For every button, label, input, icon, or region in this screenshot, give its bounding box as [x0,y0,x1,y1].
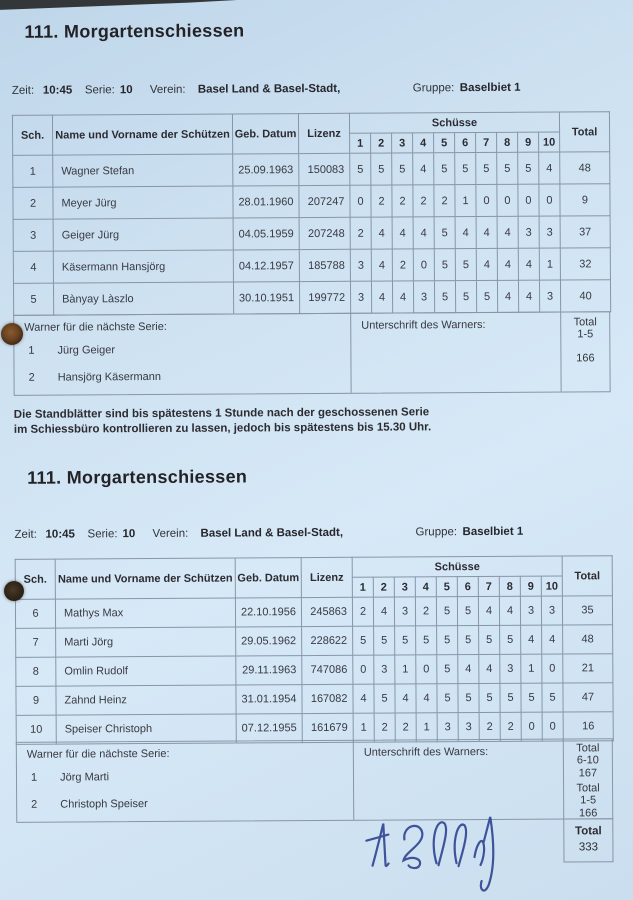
cell-shot-6: 5 [455,153,476,185]
subtotal-block-6-10 [564,742,612,779]
cell-shot-5: 5 [436,597,457,626]
verein-label: Verein: [149,83,186,97]
subtotal-block [561,316,609,364]
punch-hole-brown [1,323,23,345]
cell-name: Zahnd Heinz [56,685,236,715]
cell-shot-8: 5 [497,152,518,184]
shot-number: 6 [455,133,476,153]
cell-geb-datum: 29.05.1962 [236,627,302,656]
cell-shot-3: 2 [392,249,413,281]
zeit-value: 10:45 [42,84,73,97]
shot-number: 2 [371,133,392,153]
cell-name: Meyer Jürg [53,186,233,219]
cell-shot-4: 4 [416,684,437,713]
cell-geb-datum: 29.11.1963 [236,656,302,685]
cell-shot-1: 5 [353,626,374,655]
cell-shot-2: 3 [374,655,395,684]
gruppe-value: Baselbiet 1 [459,81,521,95]
cell-shot-7: 5 [479,683,500,712]
shot-number: 8 [499,576,520,596]
cell-shot-4: 2 [413,185,434,217]
cell-shot-4: 0 [416,655,437,684]
cell-shot-4: 0 [413,249,434,281]
cell-shot-7: 4 [479,654,500,683]
cell-shot-5: 5 [437,626,458,655]
cell-shot-3: 2 [392,185,413,217]
cell-shot-8: 4 [497,280,518,312]
warner-number: 2 [28,371,35,384]
cell-shot-9: 0 [518,184,539,216]
cell-shot-6: 5 [458,626,479,655]
cell-shot-10: 0 [542,712,563,741]
shot-number: 1 [350,133,371,153]
cell-sch: 10 [16,715,56,744]
cell-shot-9: 3 [518,216,539,248]
cell-shot-1: 1 [353,713,374,742]
meta-line-2 [14,525,624,545]
table-row [15,596,612,629]
subtotal-label: Total [573,316,597,329]
cell-total: 47 [563,683,613,712]
cell-total: 9 [560,184,610,216]
cell-shot-2: 4 [371,249,392,281]
col-name: Name und Vorname der Schützen [52,114,232,155]
shot-number: 4 [415,577,436,597]
cell-geb-datum: 07.12.1955 [236,714,302,743]
col-total: Total [562,556,612,596]
cell-lizenz: 161679 [302,713,353,742]
cell-shot-3: 2 [395,713,416,742]
cell-shot-5: 5 [434,217,455,249]
subtotal-value: 166 [579,807,598,820]
table-row [13,280,610,316]
cell-shot-8: 5 [500,625,521,654]
cell-shot-7: 4 [476,248,497,280]
col-name: Name und Vorname der Schützen [55,558,235,599]
col-lizenz: Lizenz [298,113,349,153]
cell-shot-2: 5 [374,684,395,713]
cell-shot-10: 4 [539,152,560,184]
gruppe-value: Baselbiet 1 [462,525,524,539]
subtotal-value: 167 [578,767,598,780]
cell-shot-10: 3 [539,280,560,312]
cell-shot-1: 0 [350,185,371,217]
subtotal-cell-1 [561,312,609,391]
cell-shot-10: 0 [539,184,560,216]
shot-number: 6 [457,577,478,597]
cell-shot-9: 4 [518,248,539,280]
warner-number: 1 [28,344,35,357]
cell-lizenz: 207247 [299,185,350,217]
cell-lizenz: 228622 [302,626,353,655]
shot-number: 4 [413,133,434,153]
cell-shot-8: 4 [497,216,518,248]
cell-lizenz: 185788 [299,249,350,281]
cell-name: Mathys Max [55,598,235,628]
subtotal-cell-2 [564,739,612,818]
cell-shot-6: 4 [458,655,479,684]
note-line-1: Die Standblätter sind bis spätestens 1 Stunde nach der geschossenen Serie [13,406,430,421]
subtotal-range: 6-10 [576,754,599,767]
cell-shot-9: 4 [521,625,542,654]
unterschrift-label: Unterschrift des Warners: [363,745,489,759]
cell-shot-10: 0 [542,654,563,683]
cell-shot-8: 2 [500,712,521,741]
cell-sch: 8 [16,657,56,686]
cell-shot-8: 4 [497,248,518,280]
warner-footer-1 [13,311,610,396]
cell-shot-1: 5 [350,153,371,185]
cell-shot-2: 4 [371,217,392,249]
subtotal-block-1-5 [564,782,612,819]
cell-shot-3: 4 [392,217,413,249]
deadline-note [14,405,432,438]
table-body-1 [13,152,611,316]
shot-number: 9 [518,132,539,152]
punch-hole-dark [4,581,24,601]
cell-shot-7: 5 [479,625,500,654]
results-table-1 [12,111,611,316]
cell-shot-5: 5 [434,281,455,313]
serie-value: 10 [122,528,136,541]
cell-shot-7: 4 [476,216,497,248]
cell-sch: 7 [16,628,56,657]
table-row [16,654,613,687]
cell-shot-4: 4 [413,217,434,249]
warner-entry [28,344,115,357]
warner-name: Jürg Geiger [57,344,116,357]
cell-sch: 3 [13,219,53,251]
shot-number: 1 [352,577,373,597]
cell-name: Speiser Christoph [56,714,236,744]
col-total: Total [559,112,609,152]
col-sch: Sch. [12,115,52,155]
cell-shot-5: 5 [437,655,458,684]
cell-total: 21 [563,654,613,683]
cell-shot-1: 3 [350,281,371,313]
cell-shot-7: 0 [476,184,497,216]
cell-geb-datum: 04.05.1959 [233,218,299,250]
note-line-2: im Schiessbüro kontrollieren zu lassen, jedoch bis spätestens bis 15.30 Uhr. [13,421,432,436]
grand-total-value: 333 [578,841,599,854]
verein-label: Verein: [152,527,189,541]
shot-number: 3 [392,133,413,153]
cell-shot-2: 2 [371,185,392,217]
cell-shot-10: 3 [539,216,560,248]
cell-name: Bànyay Làszlo [53,282,233,315]
cell-shot-5: 5 [434,153,455,185]
results-table-2 [15,555,614,745]
table-row [13,248,610,284]
serie-value: 10 [119,84,133,97]
cell-name: Wagner Stefan [53,154,233,187]
cell-shot-3: 4 [395,684,416,713]
shot-number: 5 [436,577,457,597]
cell-shot-9: 5 [521,683,542,712]
cell-shot-9: 3 [520,596,541,625]
subtotal-range: 1-5 [577,328,594,341]
cell-sch: 6 [15,599,55,628]
grand-total-label: Total [574,825,602,838]
shot-number: 7 [478,576,499,596]
col-geb: Geb. Datum [232,114,298,154]
cell-shot-9: 4 [518,280,539,312]
cell-shot-2: 2 [374,713,395,742]
shot-number: 8 [497,132,518,152]
subtotal-value: 166 [576,352,595,365]
meta-line-1 [12,81,622,101]
cell-geb-datum: 30.10.1951 [233,282,299,314]
cell-shot-10: 1 [539,248,560,280]
table-row [16,683,613,716]
cell-lizenz: 199772 [299,281,350,313]
cell-sch: 1 [13,155,53,187]
shot-number: 3 [394,577,415,597]
table-row [16,625,613,658]
subtotal-label: Total [576,742,600,755]
cell-sch: 4 [13,251,53,283]
warner-number: 1 [30,771,38,784]
cell-shot-6: 5 [457,597,478,626]
cell-shot-2: 4 [373,597,394,626]
table-row [13,184,610,220]
warner-entry [29,371,162,384]
cell-shot-4: 3 [413,281,434,313]
cell-name: Marti Jörg [56,627,236,657]
cell-total: 48 [563,625,613,654]
cell-shot-9: 0 [521,712,542,741]
cell-shot-3: 5 [395,626,416,655]
cell-shot-4: 1 [416,713,437,742]
subtotal-range: 1-5 [580,794,597,807]
cell-shot-6: 4 [455,217,476,249]
cell-shot-8: 5 [500,683,521,712]
zeit-label: Zeit: [11,84,35,97]
cell-shot-6: 5 [455,249,476,281]
gruppe-label: Gruppe: [412,82,455,95]
cell-shot-9: 1 [521,654,542,683]
table-header [12,112,609,156]
cell-shot-1: 4 [353,684,374,713]
cell-shot-7: 2 [479,712,500,741]
table-row [13,152,610,188]
cell-shot-4: 2 [415,597,436,626]
warner-entry [31,798,148,811]
cell-lizenz: 747086 [302,655,353,684]
col-schuesse: Schüsse [349,112,559,133]
cell-shot-10: 5 [542,683,563,712]
cell-shot-3: 1 [395,655,416,684]
shot-number: 9 [520,576,541,596]
cell-shot-8: 3 [500,654,521,683]
gruppe-label: Gruppe: [415,526,458,539]
cell-shot-7: 4 [478,596,499,625]
cell-name: Omlin Rudolf [56,656,236,686]
warner-entry [31,771,109,783]
warner-label: Warner für die nächste Serie: [26,747,170,761]
zeit-value: 10:45 [45,528,75,541]
cell-total: 37 [560,216,610,248]
verein-value: Basel Land & Basel-Stadt, [200,526,344,540]
serie-label: Serie: [87,528,118,541]
cell-shot-8: 4 [499,596,520,625]
shot-number: 5 [434,133,455,153]
cell-shot-5: 2 [434,185,455,217]
cell-geb-datum: 04.12.1957 [233,250,299,282]
warner-name: Hansjörg Käsermann [57,370,162,384]
cell-sch: 9 [16,686,56,715]
serie-label: Serie: [84,84,115,97]
cell-shot-9: 5 [518,152,539,184]
cell-shot-1: 3 [350,249,371,281]
table-body-2 [15,596,613,745]
cell-geb-datum: 28.01.1960 [233,186,299,218]
cell-shot-6: 5 [455,281,476,313]
cell-shot-4: 4 [413,153,434,185]
cell-shot-1: 2 [350,217,371,249]
cell-shot-1: 0 [353,655,374,684]
cell-lizenz: 245863 [301,597,352,626]
cell-geb-datum: 22.10.1956 [235,598,301,627]
shot-number: 2 [373,577,394,597]
col-sch: Sch. [15,559,55,599]
cell-total: 16 [563,712,613,741]
cell-shot-2: 5 [371,153,392,185]
cell-lizenz: 167082 [302,684,353,713]
page-title: 111. Morgartenschiessen [24,20,245,42]
cell-shot-7: 5 [476,152,497,184]
verein-value: Basel Land & Basel-Stadt, [197,82,341,96]
unterschrift-label: Unterschrift des Warners: [361,318,486,332]
shot-number: 7 [476,132,497,152]
cell-shot-8: 0 [497,184,518,216]
page-title-2: 111. Morgartenschiessen [27,466,248,488]
shot-number: 10 [539,132,560,152]
warner-label: Warner für die nächste Serie: [24,320,167,334]
warner-name: Christoph Speiser [60,798,148,811]
cell-lizenz: 207248 [299,217,350,249]
cell-geb-datum: 31.01.1954 [236,685,302,714]
cell-total: 32 [560,248,610,280]
cell-shot-4: 5 [416,626,437,655]
warner-number: 2 [31,798,38,811]
cell-shot-10: 4 [542,625,563,654]
col-geb: Geb. Datum [235,558,301,598]
cell-shot-7: 5 [476,280,497,312]
cell-shot-10: 3 [541,596,562,625]
cell-shot-6: 3 [458,713,479,742]
cell-shot-3: 4 [392,281,413,313]
warner-signature [352,807,548,900]
subtotal-label: Total [576,782,600,795]
grand-total-cell [563,818,613,862]
cell-name: Käsermann Hansjörg [53,250,233,283]
cell-total: 35 [562,596,612,625]
cell-shot-5: 5 [434,249,455,281]
cell-shot-6: 1 [455,185,476,217]
footer-divider [350,314,351,393]
cell-shot-2: 4 [371,281,392,313]
cell-shot-5: 5 [437,684,458,713]
col-schuesse: Schüsse [352,556,562,577]
zeit-label: Zeit: [14,528,37,541]
cell-sch: 2 [13,187,53,219]
cell-geb-datum: 25.09.1963 [233,154,299,186]
cell-shot-6: 5 [458,684,479,713]
table-header [15,556,612,600]
shot-number: 10 [541,576,562,596]
cell-lizenz: 150083 [299,153,350,185]
table-row [13,216,610,252]
col-lizenz: Lizenz [301,557,352,597]
cell-shot-1: 2 [352,597,373,626]
cell-shot-2: 5 [374,626,395,655]
cell-name: Geiger Jürg [53,218,233,251]
warner-name: Jörg Marti [60,771,110,784]
cell-shot-5: 3 [437,713,458,742]
cell-sch: 5 [13,283,53,315]
cell-total: 40 [560,280,610,312]
cell-total: 48 [560,152,610,184]
cell-shot-3: 5 [392,153,413,185]
cell-shot-3: 3 [394,597,415,626]
